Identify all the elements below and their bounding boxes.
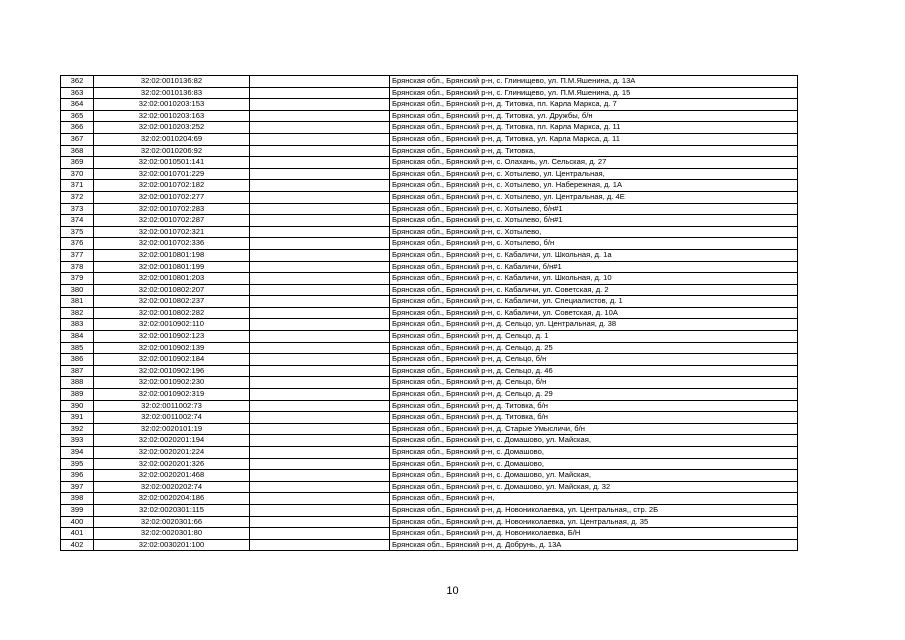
table-row [61, 226, 798, 238]
row-number: 370 [61, 168, 94, 180]
table-row [61, 447, 798, 459]
table-row [61, 539, 798, 551]
empty-cell [250, 273, 390, 285]
row-number: 395 [61, 458, 94, 470]
table-row [61, 470, 798, 482]
row-number: 389 [61, 389, 94, 401]
address: Брянская обл., Брянский р-н, с. Хотылево, ул. Набережная, д. 1А [390, 180, 798, 192]
cadastral-number: 32:02:0010902:196 [94, 365, 250, 377]
table-row [61, 157, 798, 169]
table-row [61, 203, 798, 215]
row-number: 393 [61, 435, 94, 447]
cadastral-number: 32:02:0010802:237 [94, 296, 250, 308]
address: Брянская обл., Брянский р-н, [390, 493, 798, 505]
empty-cell [250, 284, 390, 296]
empty-cell [250, 447, 390, 459]
empty-cell [250, 331, 390, 343]
address: Брянская обл., Брянский р-н, д. Титовка, б/н [390, 412, 798, 424]
row-number: 383 [61, 319, 94, 331]
address: Брянская обл., Брянский р-н, с. Кабаличи, ул. Советская, д. 2 [390, 284, 798, 296]
address: Брянская обл., Брянский р-н, с. Глинищево, ул. П.М.Яшенина, д. 15 [390, 87, 798, 99]
address: Брянская обл., Брянский р-н, д. Титовка, пл. Карла Маркса, д. 7 [390, 99, 798, 111]
empty-cell [250, 365, 390, 377]
address: Брянская обл., Брянский р-н, д. Сельцо, б/н [390, 377, 798, 389]
table-row [61, 76, 798, 88]
cadastral-number: 32:02:0010702:277 [94, 191, 250, 203]
empty-cell [250, 481, 390, 493]
row-number: 391 [61, 412, 94, 424]
address: Брянская обл., Брянский р-н, с. Глинищево, ул. П.М.Яшенина, д. 13А [390, 76, 798, 88]
cadastral-number: 32:02:0020204:186 [94, 493, 250, 505]
cadastral-number: 32:02:0010501:141 [94, 157, 250, 169]
address: Брянская обл., Брянский р-н, с. Кабаличи, б/н#1 [390, 261, 798, 273]
row-number: 366 [61, 122, 94, 134]
row-number: 390 [61, 400, 94, 412]
empty-cell [250, 435, 390, 447]
row-number: 375 [61, 226, 94, 238]
row-number: 365 [61, 110, 94, 122]
table-row [61, 342, 798, 354]
table-row [61, 122, 798, 134]
address: Брянская обл., Брянский р-н, д. Сельцо, д. 25 [390, 342, 798, 354]
address: Брянская обл., Брянский р-н, д. Сельцо, д. 29 [390, 389, 798, 401]
address: Брянская обл., Брянский р-н, с. Хотылево, б/н [390, 238, 798, 250]
address: Брянская обл., Брянский р-н, д. Титовка, ул. Карла Маркса, д. 11 [390, 133, 798, 145]
row-number: 388 [61, 377, 94, 389]
empty-cell [250, 354, 390, 366]
row-number: 379 [61, 273, 94, 285]
address: Брянская обл., Брянский р-н, с. Кабаличи, ул. Школьная, д. 10 [390, 273, 798, 285]
table-body [61, 76, 798, 551]
row-number: 380 [61, 284, 94, 296]
row-number: 377 [61, 249, 94, 261]
empty-cell [250, 249, 390, 261]
empty-cell [250, 203, 390, 215]
row-number: 394 [61, 447, 94, 459]
empty-cell [250, 238, 390, 250]
table-row [61, 389, 798, 401]
row-number: 387 [61, 365, 94, 377]
table-row [61, 435, 798, 447]
address: Брянская обл., Брянский р-н, д. Новониколаевка, ул. Центральная,, стр. 2Б [390, 504, 798, 516]
table-row [61, 528, 798, 540]
cadastral-number: 32:02:0010801:198 [94, 249, 250, 261]
table-row [61, 168, 798, 180]
empty-cell [250, 319, 390, 331]
empty-cell [250, 226, 390, 238]
cadastral-number: 32:02:0020101:19 [94, 423, 250, 435]
row-number: 367 [61, 133, 94, 145]
cadastral-number: 32:02:0020301:80 [94, 528, 250, 540]
address: Брянская обл., Брянский р-н, с. Кабаличи, ул. Специалистов, д. 1 [390, 296, 798, 308]
empty-cell [250, 296, 390, 308]
empty-cell [250, 342, 390, 354]
empty-cell [250, 157, 390, 169]
address: Брянская обл., Брянский р-н, д. Новониколаевка, ул. Центральная, д. 35 [390, 516, 798, 528]
cadastral-number: 32:02:0020301:115 [94, 504, 250, 516]
table-row [61, 145, 798, 157]
address: Брянская обл., Брянский р-н, с. Хотылево, б/н#1 [390, 215, 798, 227]
empty-cell [250, 400, 390, 412]
cadastral-number: 32:02:0010801:203 [94, 273, 250, 285]
row-number: 373 [61, 203, 94, 215]
cadastral-number: 32:02:0010802:207 [94, 284, 250, 296]
address: Брянская обл., Брянский р-н, д. Сельцо, д. 46 [390, 365, 798, 377]
row-number: 368 [61, 145, 94, 157]
table-row [61, 504, 798, 516]
empty-cell [250, 307, 390, 319]
table-row [61, 423, 798, 435]
row-number: 397 [61, 481, 94, 493]
cadastral-number: 32:02:0020202:74 [94, 481, 250, 493]
empty-cell [250, 377, 390, 389]
table-row [61, 319, 798, 331]
table-row [61, 215, 798, 227]
row-number: 369 [61, 157, 94, 169]
empty-cell [250, 110, 390, 122]
cadastral-number: 32:02:0010801:199 [94, 261, 250, 273]
table-row [61, 238, 798, 250]
row-number: 376 [61, 238, 94, 250]
cadastral-number: 32:02:0030201:100 [94, 539, 250, 551]
empty-cell [250, 493, 390, 505]
table-row [61, 87, 798, 99]
cadastral-number: 32:02:0010802:282 [94, 307, 250, 319]
address: Брянская обл., Брянский р-н, с. Хотылево, б/н#1 [390, 203, 798, 215]
table-row [61, 354, 798, 366]
empty-cell [250, 99, 390, 111]
table-row [61, 365, 798, 377]
table-row [61, 400, 798, 412]
row-number: 374 [61, 215, 94, 227]
address: Брянская обл., Брянский р-н, с. Хотылево, [390, 226, 798, 238]
table-row [61, 458, 798, 470]
empty-cell [250, 87, 390, 99]
row-number: 371 [61, 180, 94, 192]
page-number: 10 [446, 585, 459, 597]
address: Брянская обл., Брянский р-н, д. Сельцо, ул. Центральная, д. 38 [390, 319, 798, 331]
address: Брянская обл., Брянский р-н, д. Добрунь, д. 13А [390, 539, 798, 551]
table-row [61, 481, 798, 493]
cadastral-number: 32:02:0010902:123 [94, 331, 250, 343]
cadastral-number: 32:02:0010702:321 [94, 226, 250, 238]
empty-cell [250, 76, 390, 88]
row-number: 381 [61, 296, 94, 308]
empty-cell [250, 191, 390, 203]
row-number: 399 [61, 504, 94, 516]
address: Брянская обл., Брянский р-н, д. Сельцо, б/н [390, 354, 798, 366]
table-row [61, 284, 798, 296]
cadastral-number: 32:02:0010702:283 [94, 203, 250, 215]
table-row [61, 273, 798, 285]
empty-cell [250, 412, 390, 424]
address: Брянская обл., Брянский р-н, с. Домашово, [390, 447, 798, 459]
address: Брянская обл., Брянский р-н, д. Титовка, [390, 145, 798, 157]
row-number: 382 [61, 307, 94, 319]
row-number: 363 [61, 87, 94, 99]
row-number: 378 [61, 261, 94, 273]
address: Брянская обл., Брянский р-н, с. Хотылево, ул. Центральная, [390, 168, 798, 180]
empty-cell [250, 458, 390, 470]
address: Брянская обл., Брянский р-н, д. Сельцо, д. 1 [390, 331, 798, 343]
address: Брянская обл., Брянский р-н, д. Старые Умысличи, б/н [390, 423, 798, 435]
address: Брянская обл., Брянский р-н, с. Домашово, [390, 458, 798, 470]
property-table [60, 75, 798, 551]
row-number: 384 [61, 331, 94, 343]
cadastral-number: 32:02:0020301:66 [94, 516, 250, 528]
cadastral-number: 32:02:0010203:163 [94, 110, 250, 122]
row-number: 392 [61, 423, 94, 435]
cadastral-number: 32:02:0010702:336 [94, 238, 250, 250]
empty-cell [250, 215, 390, 227]
address: Брянская обл., Брянский р-н, д. Титовка, б/н [390, 400, 798, 412]
address: Брянская обл., Брянский р-н, с. Кабаличи, ул. Советская, д. 10А [390, 307, 798, 319]
table-row [61, 377, 798, 389]
table-row [61, 331, 798, 343]
table-row [61, 99, 798, 111]
cadastral-number: 32:02:0011002:73 [94, 400, 250, 412]
empty-cell [250, 539, 390, 551]
empty-cell [250, 180, 390, 192]
cadastral-number: 32:02:0010902:319 [94, 389, 250, 401]
address: Брянская обл., Брянский р-н, д. Новониколаевка, Б/Н [390, 528, 798, 540]
cadastral-number: 32:02:0010136:83 [94, 87, 250, 99]
cadastral-number: 32:02:0010902:230 [94, 377, 250, 389]
table-row [61, 296, 798, 308]
address: Брянская обл., Брянский р-н, с. Кабаличи, ул. Школьная, д. 1а [390, 249, 798, 261]
row-number: 402 [61, 539, 94, 551]
cadastral-number: 32:02:0010136:82 [94, 76, 250, 88]
empty-cell [250, 528, 390, 540]
empty-cell [250, 261, 390, 273]
empty-cell [250, 122, 390, 134]
empty-cell [250, 470, 390, 482]
cadastral-number: 32:02:0010902:110 [94, 319, 250, 331]
cadastral-number: 32:02:0010701:229 [94, 168, 250, 180]
cadastral-number: 32:02:0010702:182 [94, 180, 250, 192]
cadastral-number: 32:02:0010702:287 [94, 215, 250, 227]
table-row [61, 493, 798, 505]
address: Брянская обл., Брянский р-н, с. Домашово, ул. Майская, д. 32 [390, 481, 798, 493]
table-row [61, 516, 798, 528]
empty-cell [250, 389, 390, 401]
table-row [61, 261, 798, 273]
row-number: 386 [61, 354, 94, 366]
cadastral-number: 32:02:0010204:69 [94, 133, 250, 145]
address: Брянская обл., Брянский р-н, с. Домашово, ул. Майская, [390, 435, 798, 447]
address: Брянская обл., Брянский р-н, д. Титовка, ул. Дружбы, б/н [390, 110, 798, 122]
table-row [61, 191, 798, 203]
table-row [61, 249, 798, 261]
empty-cell [250, 423, 390, 435]
table-row [61, 307, 798, 319]
cadastral-number: 32:02:0011002:74 [94, 412, 250, 424]
cadastral-number: 32:02:0020201:194 [94, 435, 250, 447]
cadastral-number: 32:02:0010203:153 [94, 99, 250, 111]
row-number: 364 [61, 99, 94, 111]
cadastral-number: 32:02:0010902:139 [94, 342, 250, 354]
address: Брянская обл., Брянский р-н, с. Хотылево, ул. Центральная, д. 4Е [390, 191, 798, 203]
empty-cell [250, 145, 390, 157]
cadastral-number: 32:02:0010203:252 [94, 122, 250, 134]
row-number: 362 [61, 76, 94, 88]
cadastral-number: 32:02:0020201:468 [94, 470, 250, 482]
row-number: 398 [61, 493, 94, 505]
table-row [61, 412, 798, 424]
row-number: 400 [61, 516, 94, 528]
row-number: 385 [61, 342, 94, 354]
cadastral-number: 32:02:0010902:184 [94, 354, 250, 366]
empty-cell [250, 133, 390, 145]
row-number: 396 [61, 470, 94, 482]
cadastral-number: 32:02:0010206:92 [94, 145, 250, 157]
cadastral-number: 32:02:0020201:326 [94, 458, 250, 470]
address: Брянская обл., Брянский р-н, с. Домашово, ул. Майская, [390, 470, 798, 482]
table-row [61, 110, 798, 122]
address: Брянская обл., Брянский р-н, с. Олахань, ул. Сельская, д. 27 [390, 157, 798, 169]
row-number: 401 [61, 528, 94, 540]
address: Брянская обл., Брянский р-н, д. Титовка, пл. Карла Маркса, д. 11 [390, 122, 798, 134]
row-number: 372 [61, 191, 94, 203]
empty-cell [250, 504, 390, 516]
empty-cell [250, 516, 390, 528]
cadastral-number: 32:02:0020201:224 [94, 447, 250, 459]
table-row [61, 180, 798, 192]
empty-cell [250, 168, 390, 180]
table-row [61, 133, 798, 145]
